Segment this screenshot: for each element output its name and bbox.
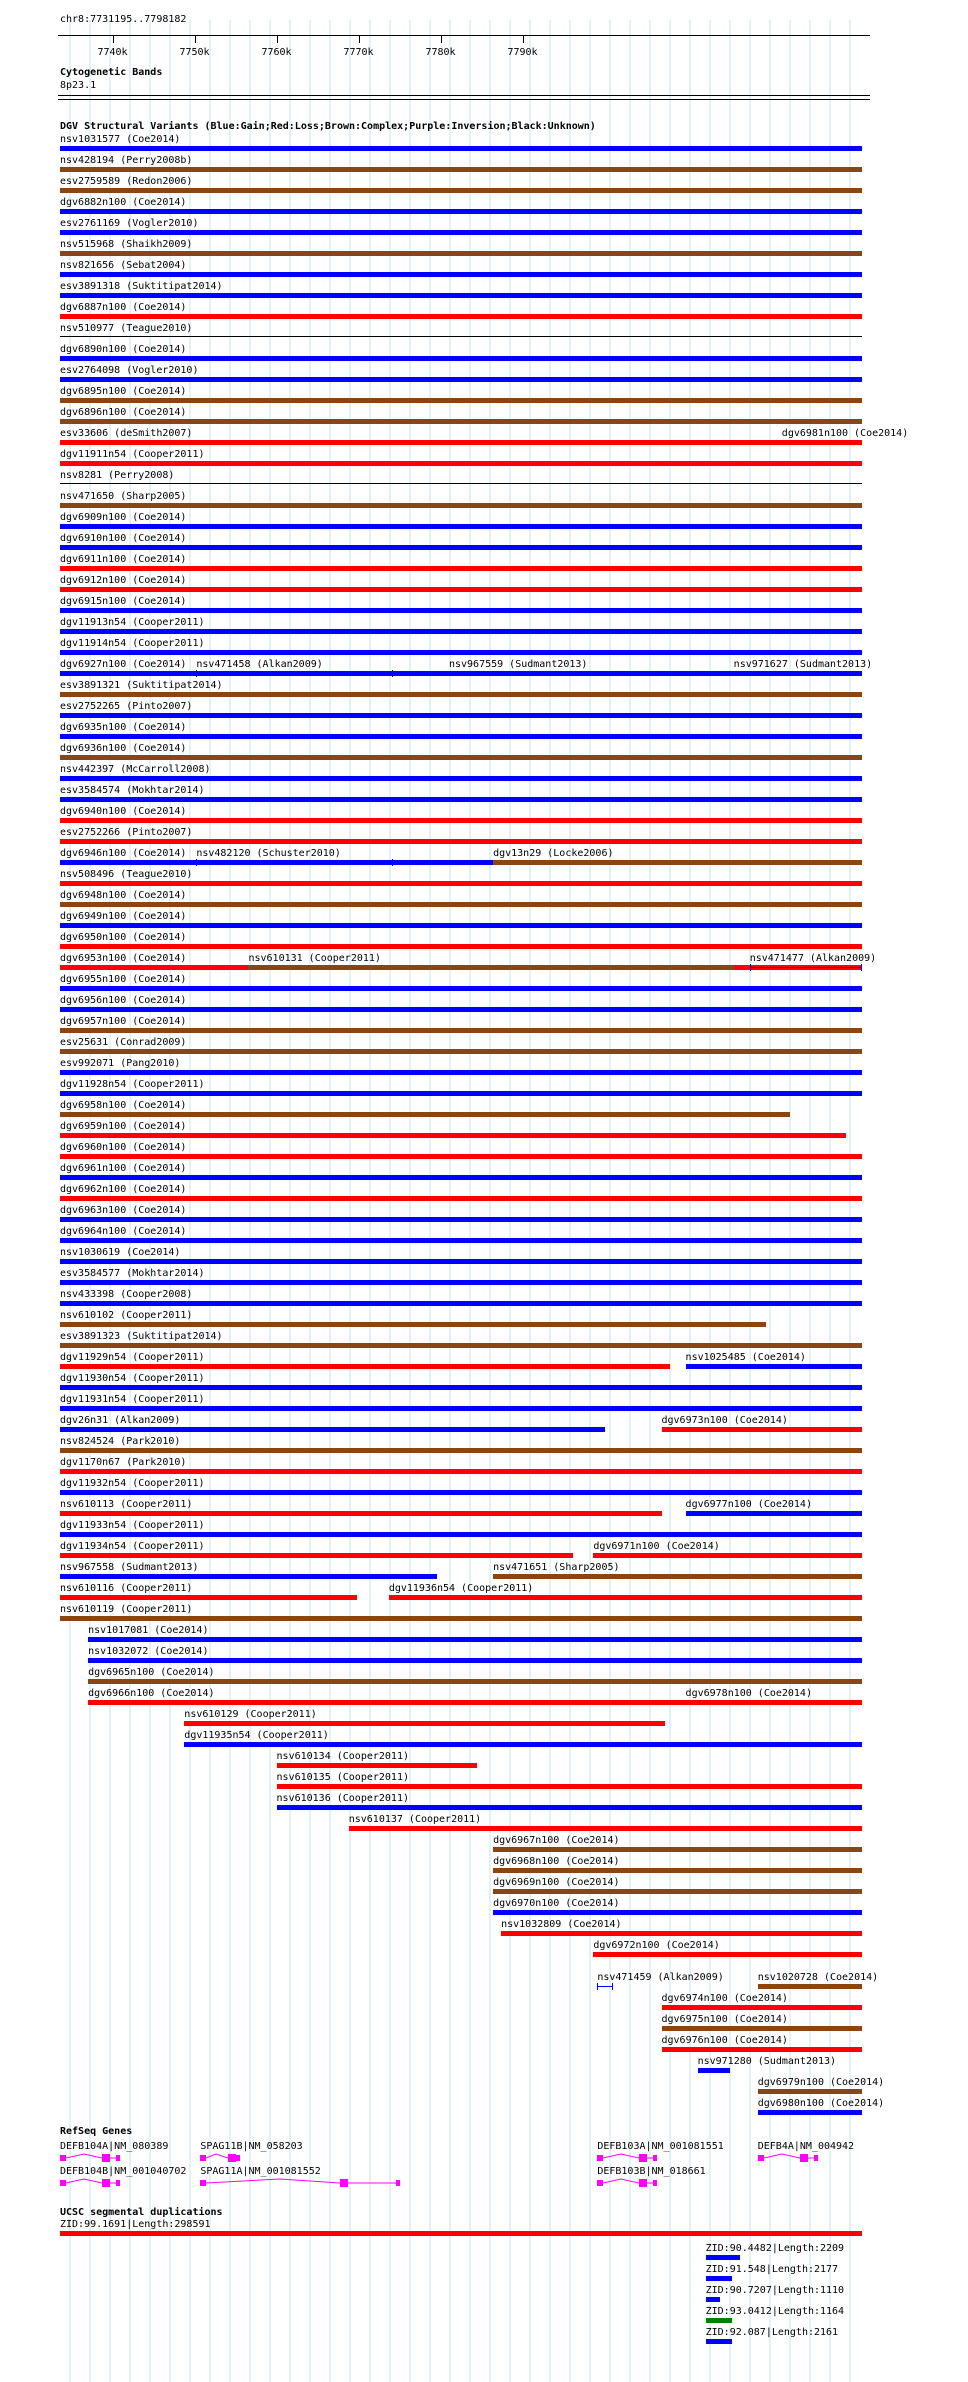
- gene-model[interactable]: [597, 2178, 807, 2188]
- variant-bar[interactable]: [782, 440, 862, 445]
- variant-bar[interactable]: [493, 1910, 862, 1915]
- variant-bar[interactable]: [501, 1931, 862, 1936]
- variant-bar-end: [196, 859, 197, 866]
- variant-bar[interactable]: [277, 1784, 862, 1789]
- gene-label: DEFB103A|NM_001081551: [597, 2141, 724, 2152]
- variant-bar[interactable]: [60, 293, 862, 298]
- variant-bar[interactable]: [60, 818, 862, 823]
- variant-bar[interactable]: [60, 1028, 862, 1033]
- variant-label: nsv471651 (Sharp2005): [493, 1562, 620, 1573]
- variant-bar[interactable]: [60, 272, 862, 277]
- variant-label: dgv11914n54 (Cooper2011): [60, 638, 205, 649]
- variant-label: nsv610136 (Cooper2011): [276, 1793, 409, 1804]
- variant-bar[interactable]: [60, 1196, 862, 1201]
- variant-label: esv25631 (Conrad2009): [60, 1037, 187, 1048]
- variant-label: nsv508496 (Teague2010): [60, 869, 193, 880]
- variant-bar[interactable]: [60, 1511, 662, 1516]
- variant-label: dgv6936n100 (Coe2014): [60, 743, 187, 754]
- variant-bar[interactable]: [60, 1490, 862, 1495]
- variant-bar[interactable]: [60, 503, 862, 508]
- variant-label: dgv6935n100 (Coe2014): [60, 722, 187, 733]
- variant-label: dgv11913n54 (Cooper2011): [60, 617, 205, 628]
- variant-label: dgv11928n54 (Cooper2011): [60, 1079, 205, 1090]
- ruler-tick-label: 7760k: [261, 47, 292, 58]
- variant-label: nsv8281 (Perry2008): [60, 470, 175, 481]
- variant-label: nsv1017081 (Coe2014): [88, 1625, 209, 1636]
- variant-bar[interactable]: [662, 1427, 863, 1432]
- variant-bar[interactable]: [88, 1637, 862, 1642]
- variant-bar[interactable]: [593, 1553, 862, 1558]
- variant-label: dgv6981n100 (Coe2014): [781, 428, 909, 439]
- variant-label: dgv11931n54 (Cooper2011): [60, 1394, 205, 1405]
- variant-label: dgv6967n100 (Coe2014): [493, 1835, 620, 1846]
- variant-label: nsv610113 (Cooper2011): [60, 1499, 193, 1510]
- variant-label: dgv6969n100 (Coe2014): [493, 1877, 620, 1888]
- variant-bar[interactable]: [493, 1847, 862, 1852]
- variant-label: nsv515968 (Shaikh2009): [60, 239, 193, 250]
- variant-bar[interactable]: [60, 1385, 862, 1390]
- variant-bar[interactable]: [686, 1364, 862, 1369]
- variant-label: dgv6912n100 (Coe2014): [60, 575, 187, 586]
- variant-label: esv2752265 (Pinto2007): [60, 701, 193, 712]
- variant-bar[interactable]: [60, 1301, 862, 1306]
- variant-bar[interactable]: [493, 1868, 862, 1873]
- gene-label: DEFB103B|NM_018661: [597, 2166, 706, 2177]
- variant-bar[interactable]: [662, 2005, 863, 2010]
- gene-label: DEFB104B|NM_001040702: [60, 2166, 187, 2177]
- variant-label: dgv6896n100 (Coe2014): [60, 407, 187, 418]
- variant-bar-end: [597, 1983, 598, 1990]
- ruler-tick-label: 7780k: [425, 47, 456, 58]
- variant-label: nsv1031577 (Coe2014): [60, 134, 181, 145]
- variant-bar[interactable]: [60, 1133, 846, 1138]
- variant-bar[interactable]: [389, 1595, 862, 1600]
- variant-bar[interactable]: [60, 314, 862, 319]
- variant-bar[interactable]: [60, 1427, 605, 1432]
- variant-bar[interactable]: [60, 629, 862, 634]
- variant-bar[interactable]: [88, 1679, 862, 1684]
- variant-label: esv2759589 (Redon2006): [60, 176, 193, 187]
- variant-bar[interactable]: [60, 944, 862, 949]
- variant-label: esv2752266 (Pinto2007): [60, 827, 193, 838]
- variant-label: dgv11934n54 (Cooper2011): [60, 1541, 205, 1552]
- variant-label: esv3891323 (Suktitipat2014): [60, 1331, 223, 1342]
- variant-label: nsv471458 (Alkan2009): [196, 659, 323, 670]
- gene-model[interactable]: [200, 2153, 410, 2163]
- scale-ruler: [60, 14, 870, 58]
- dgv-track-title: DGV Structural Variants (Blue:Gain;Red:Loss;Brown:Complex;Purple:Inversion;Black:Unknown): [60, 121, 596, 132]
- variant-label: dgv6940n100 (Coe2014): [60, 806, 187, 817]
- variant-label: dgv11933n54 (Cooper2011): [60, 1520, 205, 1531]
- variant-bar-end: [612, 1983, 613, 1990]
- variant-bar[interactable]: [88, 1658, 862, 1663]
- variant-label: dgv26n31 (Alkan2009): [60, 1415, 181, 1426]
- variant-bar[interactable]: [60, 797, 862, 802]
- coordinates-label: chr8:7731195..7798182: [60, 14, 187, 25]
- variant-label: dgv6953n100 (Coe2014): [60, 953, 187, 964]
- variant-bar[interactable]: [60, 587, 862, 592]
- variant-label: dgv6974n100 (Coe2014): [661, 1993, 788, 2004]
- refseq-track-title: RefSeq Genes: [60, 2126, 133, 2137]
- variant-bar-end: [392, 859, 393, 866]
- variant-bar[interactable]: [248, 965, 733, 970]
- variant-label: esv2764098 (Vogler2010): [60, 365, 199, 376]
- variant-bar[interactable]: [60, 1616, 862, 1621]
- variant-label: nsv610119 (Cooper2011): [60, 1604, 193, 1615]
- variant-bar[interactable]: [60, 1112, 790, 1117]
- variant-bar[interactable]: [60, 1448, 862, 1453]
- variant-bar[interactable]: [60, 1574, 437, 1579]
- variant-bar[interactable]: [60, 1070, 862, 1075]
- segdup-main-bar[interactable]: [60, 2231, 862, 2236]
- variant-bar[interactable]: [60, 230, 862, 235]
- variant-label: esv3584577 (Mokhtar2014): [60, 1268, 205, 1279]
- variant-label: dgv6979n100 (Coe2014): [757, 2077, 885, 2088]
- variant-bar[interactable]: [662, 2047, 863, 2052]
- variant-label: dgv6966n100 (Coe2014): [88, 1688, 215, 1699]
- ruler-line: [58, 35, 870, 36]
- variant-label: nsv442397 (McCarroll2008): [60, 764, 211, 775]
- variant-label: dgv6959n100 (Coe2014): [60, 1121, 187, 1132]
- variant-bar[interactable]: [449, 671, 702, 676]
- segdup-bar[interactable]: [706, 2318, 732, 2323]
- variant-label: dgv6975n100 (Coe2014): [661, 2014, 788, 2025]
- variant-label: esv3584574 (Mokhtar2014): [60, 785, 205, 796]
- variant-label: nsv824524 (Park2010): [60, 1436, 181, 1447]
- variant-bar[interactable]: [196, 673, 392, 674]
- variant-bar[interactable]: [60, 1217, 862, 1222]
- variant-bar[interactable]: [60, 1553, 573, 1558]
- variant-bar[interactable]: [60, 1175, 862, 1180]
- variant-label: nsv1032072 (Coe2014): [88, 1646, 209, 1657]
- segdup-label: ZID:91.548|Length:2177: [705, 2264, 839, 2275]
- variant-bar-end: [861, 964, 862, 971]
- variant-bar[interactable]: [60, 608, 862, 613]
- variant-label: nsv610129 (Cooper2011): [184, 1709, 317, 1720]
- variant-label: nsv610131 (Cooper2011): [248, 953, 381, 964]
- variant-label: nsv471650 (Sharp2005): [60, 491, 187, 502]
- variant-label: dgv6895n100 (Coe2014): [60, 386, 187, 397]
- cytoband-track-title: Cytogenetic Bands: [60, 67, 163, 78]
- variant-bar[interactable]: [60, 902, 862, 907]
- variant-bar[interactable]: [60, 1595, 357, 1600]
- variant-label: nsv428194 (Perry2008b): [60, 155, 193, 166]
- variant-bar[interactable]: [686, 1511, 862, 1516]
- variant-label: nsv482120 (Schuster2010): [196, 848, 341, 859]
- variant-label: esv33606 (deSmith2007): [60, 428, 193, 439]
- variant-bar[interactable]: [277, 1805, 862, 1810]
- variant-label: dgv11932n54 (Cooper2011): [60, 1478, 205, 1489]
- variant-bar[interactable]: [493, 860, 862, 865]
- variant-bar[interactable]: [758, 1984, 862, 1989]
- variant-label: dgv6978n100 (Coe2014): [685, 1688, 812, 1699]
- variant-label: dgv6960n100 (Coe2014): [60, 1142, 187, 1153]
- variant-bar-end: [392, 670, 393, 677]
- variant-label: nsv610134 (Cooper2011): [276, 1751, 409, 1762]
- variant-bar[interactable]: [60, 713, 862, 718]
- variant-label: dgv11936n54 (Cooper2011): [388, 1583, 534, 1594]
- segdup-label: ZID:93.0412|Length:1164: [705, 2306, 845, 2317]
- variant-bar[interactable]: [60, 398, 862, 403]
- variant-bar[interactable]: [593, 1952, 862, 1957]
- variant-bar[interactable]: [493, 1889, 862, 1894]
- variant-bar[interactable]: [60, 524, 862, 529]
- variant-bar[interactable]: [60, 1238, 862, 1243]
- variant-label: dgv6915n100 (Coe2014): [60, 596, 187, 607]
- variant-label: esv3891318 (Suktitipat2014): [60, 281, 223, 292]
- variant-label: dgv6965n100 (Coe2014): [88, 1667, 215, 1678]
- variant-bar[interactable]: [698, 2068, 730, 2073]
- variant-label: dgv11911n54 (Cooper2011): [60, 449, 205, 460]
- variant-label: dgv6890n100 (Coe2014): [60, 344, 187, 355]
- variant-bar[interactable]: [60, 1280, 862, 1285]
- ruler-tick: [277, 35, 278, 43]
- variant-label: esv3891321 (Suktitipat2014): [60, 680, 223, 691]
- variant-label: nsv471477 (Alkan2009): [749, 953, 877, 964]
- variant-label: dgv6955n100 (Coe2014): [60, 974, 187, 985]
- variant-bar[interactable]: [60, 1154, 862, 1159]
- variant-label: nsv433398 (Cooper2008): [60, 1289, 193, 1300]
- variant-label: dgv6961n100 (Coe2014): [60, 1163, 187, 1174]
- variant-label: dgv11935n54 (Cooper2011): [184, 1730, 329, 1741]
- variant-bar[interactable]: [60, 251, 862, 256]
- variant-label: dgv6980n100 (Coe2014): [757, 2098, 885, 2109]
- segdup-bar[interactable]: [706, 2255, 740, 2260]
- variant-bar[interactable]: [60, 1049, 862, 1054]
- variant-label: dgv6946n100 (Coe2014): [60, 848, 187, 859]
- variant-bar[interactable]: [60, 755, 862, 760]
- variant-label: esv992071 (Pang2010): [60, 1058, 181, 1069]
- variant-label: dgv6956n100 (Coe2014): [60, 995, 187, 1006]
- segdup-bar[interactable]: [706, 2276, 732, 2281]
- variant-bar[interactable]: [60, 986, 862, 991]
- ruler-tick: [113, 35, 114, 43]
- variant-label: dgv11930n54 (Cooper2011): [60, 1373, 205, 1384]
- variant-label: nsv610137 (Cooper2011): [348, 1814, 482, 1825]
- variant-bar[interactable]: [60, 419, 862, 424]
- gene-model[interactable]: [758, 2153, 968, 2163]
- variant-bar[interactable]: [277, 1763, 478, 1768]
- variant-bar[interactable]: [60, 461, 862, 466]
- ruler-tick-label: 7740k: [97, 47, 128, 58]
- segdup-track-title: UCSC segmental duplications: [60, 2207, 223, 2218]
- variant-label: nsv1030619 (Coe2014): [60, 1247, 181, 1258]
- variant-bar[interactable]: [60, 923, 862, 928]
- variant-label: nsv967558 (Sudmant2013): [60, 1562, 199, 1573]
- variant-bar[interactable]: [60, 776, 862, 781]
- variant-label: nsv610116 (Cooper2011): [60, 1583, 193, 1594]
- variant-label: dgv6927n100 (Coe2014): [60, 659, 187, 670]
- variant-bar[interactable]: [686, 1700, 862, 1705]
- variant-bar[interactable]: [60, 650, 862, 655]
- variant-bar[interactable]: [60, 1007, 862, 1012]
- segdup-label: ZID:90.4482|Length:2209: [705, 2243, 845, 2254]
- variant-label: dgv6971n100 (Coe2014): [593, 1541, 720, 1552]
- gene-label: DEFB4A|NM_004942: [757, 2141, 855, 2152]
- ruler-tick: [359, 35, 360, 43]
- variant-bar[interactable]: [60, 209, 862, 214]
- variant-label: dgv6963n100 (Coe2014): [60, 1205, 187, 1216]
- variant-bar[interactable]: [60, 545, 862, 550]
- variant-bar[interactable]: [60, 692, 862, 697]
- cytoband-line-2: [58, 99, 870, 100]
- variant-bar[interactable]: [196, 862, 392, 863]
- variant-bar[interactable]: [184, 1742, 862, 1747]
- variant-bar-end: [196, 670, 197, 677]
- gene-label: DEFB104A|NM_080389: [60, 2141, 169, 2152]
- variant-label: nsv1020728 (Coe2014): [757, 1972, 879, 1983]
- variant-label: dgv6973n100 (Coe2014): [661, 1415, 788, 1426]
- variant-label: dgv6950n100 (Coe2014): [60, 932, 187, 943]
- variant-label: nsv971280 (Sudmant2013): [697, 2056, 837, 2067]
- variant-label: dgv6949n100 (Coe2014): [60, 911, 187, 922]
- variant-bar[interactable]: [184, 1721, 665, 1726]
- variant-label: dgv6970n100 (Coe2014): [493, 1898, 620, 1909]
- variant-label: dgv11929n54 (Cooper2011): [60, 1352, 205, 1363]
- ruler-tick: [523, 35, 524, 43]
- cytoband-line: [58, 95, 870, 96]
- gene-label: SPAG11A|NM_001081552: [200, 2166, 321, 2177]
- variant-label: dgv6976n100 (Coe2014): [661, 2035, 788, 2046]
- variant-label: dgv6948n100 (Coe2014): [60, 890, 187, 901]
- segdup-bar[interactable]: [706, 2339, 732, 2344]
- gene-label: SPAG11B|NM_058203: [200, 2141, 303, 2152]
- variant-label: nsv471459 (Alkan2009): [597, 1972, 724, 1983]
- segdup-label: ZID:90.7207|Length:1110: [705, 2285, 845, 2296]
- variant-label: dgv6957n100 (Coe2014): [60, 1016, 187, 1027]
- variant-label: dgv6958n100 (Coe2014): [60, 1100, 187, 1111]
- variant-bar[interactable]: [60, 881, 862, 886]
- variant-bar[interactable]: [60, 1343, 862, 1348]
- ruler-tick-label: 7770k: [343, 47, 374, 58]
- variant-label: dgv6911n100 (Coe2014): [60, 554, 187, 565]
- variant-label: nsv610135 (Cooper2011): [276, 1772, 409, 1783]
- variant-bar[interactable]: [60, 1091, 862, 1096]
- variant-bar[interactable]: [349, 1826, 862, 1831]
- variant-bar[interactable]: [60, 336, 862, 337]
- variant-bar[interactable]: [60, 839, 862, 844]
- variant-bar[interactable]: [60, 356, 862, 361]
- ruler-tick-label: 7790k: [507, 47, 538, 58]
- ruler-tick: [195, 35, 196, 43]
- variant-bar[interactable]: [60, 1406, 862, 1411]
- ruler-tick-label: 7750k: [179, 47, 210, 58]
- variant-label: dgv1170n67 (Park2010): [60, 1457, 187, 1468]
- cytoband-label: 8p23.1: [60, 80, 97, 91]
- variant-label: dgv6962n100 (Coe2014): [60, 1184, 187, 1195]
- segdup-label: ZID:92.087|Length:2161: [705, 2327, 839, 2338]
- segdup-main-label: ZID:99.1691|Length:298591: [60, 2219, 211, 2230]
- variant-bar[interactable]: [662, 2026, 863, 2031]
- variant-label: dgv6882n100 (Coe2014): [60, 197, 187, 208]
- variant-bar[interactable]: [60, 1532, 862, 1537]
- variant-label: dgv6972n100 (Coe2014): [593, 1940, 720, 1951]
- variant-label: nsv971627 (Sudmant2013): [733, 659, 873, 670]
- ruler-tick: [441, 35, 442, 43]
- gene-model[interactable]: [200, 2178, 410, 2188]
- variant-bar[interactable]: [60, 1364, 670, 1369]
- variant-label: nsv821656 (Sebat2004): [60, 260, 187, 271]
- segdup-bar[interactable]: [706, 2297, 720, 2302]
- variant-bar[interactable]: [597, 1986, 613, 1987]
- variant-label: nsv510977 (Teague2010): [60, 323, 193, 334]
- variant-label: nsv610102 (Cooper2011): [60, 1310, 193, 1321]
- variant-bar[interactable]: [60, 188, 862, 193]
- variant-label: dgv6964n100 (Coe2014): [60, 1226, 187, 1237]
- variant-bar[interactable]: [60, 483, 862, 484]
- variant-bar[interactable]: [758, 2110, 862, 2115]
- variant-label: nsv967559 (Sudmant2013): [448, 659, 588, 670]
- variant-bar[interactable]: [60, 146, 862, 151]
- variant-bar[interactable]: [60, 1469, 862, 1474]
- variant-bar[interactable]: [750, 967, 862, 968]
- variant-bar[interactable]: [734, 671, 862, 676]
- variant-label: nsv1025485 (Coe2014): [685, 1352, 806, 1363]
- variant-label: dgv6887n100 (Coe2014): [60, 302, 187, 313]
- variant-label: dgv13n29 (Locke2006): [493, 848, 614, 859]
- variant-label: dgv6909n100 (Coe2014): [60, 512, 187, 523]
- variant-label: dgv6977n100 (Coe2014): [685, 1499, 812, 1510]
- variant-label: dgv6910n100 (Coe2014): [60, 533, 187, 544]
- variant-bar[interactable]: [60, 566, 862, 571]
- variant-bar[interactable]: [60, 377, 862, 382]
- variant-bar[interactable]: [60, 734, 862, 739]
- variant-bar-end: [750, 964, 751, 971]
- variant-bar[interactable]: [493, 1574, 862, 1579]
- variant-label: esv2761169 (Vogler2010): [60, 218, 199, 229]
- variant-label: nsv1032809 (Coe2014): [501, 1919, 622, 1930]
- variant-bar[interactable]: [60, 167, 862, 172]
- variant-bar[interactable]: [60, 440, 862, 445]
- variant-bar[interactable]: [60, 1322, 766, 1327]
- variant-label: dgv6968n100 (Coe2014): [493, 1856, 620, 1867]
- variant-bar[interactable]: [758, 2089, 862, 2094]
- variant-bar[interactable]: [60, 1259, 862, 1264]
